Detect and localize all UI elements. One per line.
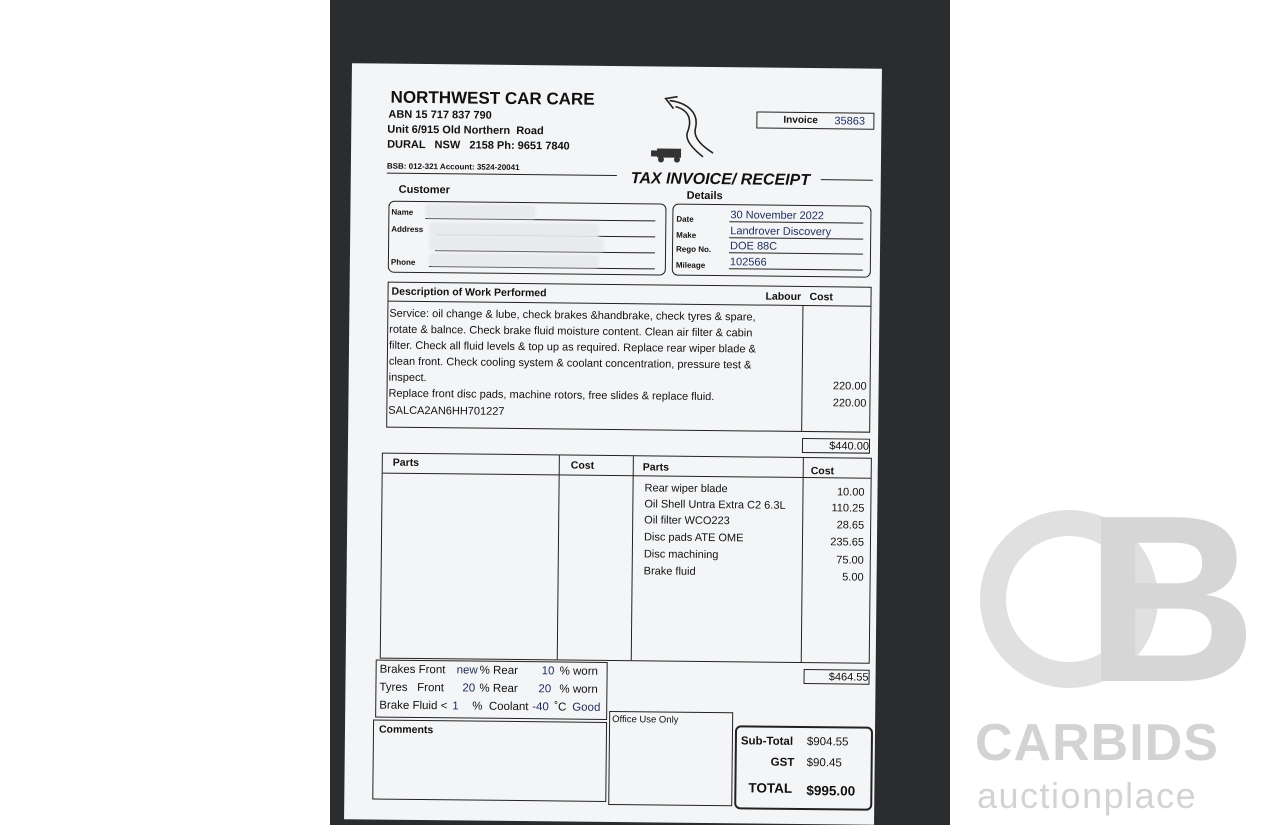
part-cost-5: 75.00 [836,554,864,567]
coolant-value: -40 [532,701,549,714]
part-cost-6: 5.00 [842,571,864,584]
brakes-label: Brakes Front [379,663,446,677]
address-label: Address [391,224,424,235]
tyres-rear-value: 20 [538,683,552,696]
redacted-address-2 [429,236,604,252]
parts-header-rule [383,473,871,479]
invoice-label: Invoice [783,114,818,127]
parts-divider-1 [557,455,560,659]
work-line-6: Replace front disc pads, machine rotors, free slides & replace fluid. [388,387,715,404]
mileage-value: 102566 [729,256,767,269]
redacted-name [425,204,535,219]
watermark-subtitle: auctionplace [977,775,1198,816]
work-line-4: clean front. Check cooling system & coolant concentration, pressure test & [388,355,752,372]
bank-details: BSB: 012-321 Account: 3524-20041 [386,161,520,173]
total-value: $995.00 [806,783,856,799]
total-label: TOTAL [748,780,793,796]
labour-total-box [802,438,870,454]
subtotal-label: Sub-Total [740,735,794,748]
part-cost-2: 110.25 [831,502,865,515]
labour-cost-label: Cost [809,291,833,304]
make-value: Landrover Discovery [730,225,832,239]
parts-total-box [803,669,869,685]
coolant-label: % Coolant [472,700,529,714]
rego-line [729,252,863,254]
brake-fluid-value: 1 [452,700,459,713]
part-name-6: Brake fluid [643,565,696,578]
parts-divider-2 [631,456,634,660]
work-cost-divider [801,305,803,431]
mileage-label: Mileage [675,260,706,270]
watermark-title: CARBIDS [975,714,1219,772]
gst-value: $90.45 [806,757,842,770]
make-label: Make [676,230,697,240]
date-line [729,221,863,223]
make-line [729,237,863,239]
date-label: Date [676,214,694,224]
name-line [425,218,655,221]
customer-heading: Customer [398,183,451,197]
work-line-1: Service: oil change & lube, check brakes &handbrake, check tyres & spare, [389,307,756,324]
parts-right-heading: Parts [642,461,670,474]
brake-fluid-label: Brake Fluid < [379,699,448,713]
details-box [672,204,872,278]
tyres-label: Tyres Front [379,681,445,695]
customer-box [388,201,667,276]
business-name: NORTHWEST CAR CARE [390,87,595,109]
part-name-3: Oil filter WCO223 [644,514,730,528]
coolant-unit: ˚C [554,701,567,714]
office-use-label: Office Use Only [612,714,679,726]
parts-right-cost-heading: Cost [810,465,835,478]
work-line-3: filter. Check all fluid levels & top up as required. Replace rear wiper blade & [388,339,756,356]
tow-truck-logo-icon [647,92,720,165]
brakes-worn-label: % worn [559,665,599,678]
redacted-phone [429,253,599,268]
office-use-box [608,711,733,806]
part-name-5: Disc machining [643,548,719,562]
title-rule [821,179,873,181]
part-cost-1: 10.00 [836,486,865,499]
tyres-rear-label: % Rear [479,682,518,696]
totals-box [734,725,873,810]
work-heading: Description of Work Performed [391,285,547,300]
brakes-rear-label: % Rear [479,664,519,678]
phone-label: Phone [390,257,416,267]
part-cost-4: 235.65 [830,536,865,549]
parts-left-heading: Parts [392,456,420,469]
labour-total: $440.00 [829,440,870,453]
document-title: TAX INVOICE/ RECEIPT [630,170,811,190]
carbids-watermark [975,467,1260,825]
mileage-line [729,268,863,270]
coolant-status: Good [572,701,601,714]
invoice-paper [344,63,882,825]
work-line-7: SALCA2AN6HH701227 [388,404,505,418]
part-name-4: Disc pads ATE OME [643,531,744,545]
work-line-2: rotate & balnce. Check brake fluid moisture content. Clean air filter & cabin [389,323,753,340]
details-heading: Details [686,189,723,203]
bank-underline [387,173,617,176]
name-label: Name [391,207,414,217]
work-line-5: inspect. [388,371,427,385]
invoice-number-box [756,111,874,129]
invoice-number: 35863 [834,115,866,128]
work-cost-2: 220.00 [832,397,867,410]
part-name-1: Rear wiper blade [644,482,728,496]
date-value: 30 November 2022 [730,209,825,223]
comments-label: Comments [378,723,434,737]
business-abn: ABN 15 717 837 790 [388,108,492,122]
part-name-2: Oil Shell Untra Extra C2 6.3L [644,498,786,512]
tyres-front-value: 20 [462,682,476,695]
work-cost-1: 220.00 [832,380,867,393]
checks-box [375,660,608,720]
brakes-front-value: new [456,664,478,677]
subtotal-value: $904.55 [806,736,849,749]
rego-label: Rego No. [675,244,712,255]
labour-label: Labour [765,290,802,303]
brakes-rear-value: 10 [541,665,555,678]
rego-value: DOE 88C [730,240,778,253]
carbids-b-logo: B [1085,467,1257,732]
parts-total: $464.55 [828,671,869,684]
part-cost-3: 28.65 [836,519,865,532]
business-address: Unit 6/915 Old Northern Road [387,123,544,138]
comments-box [372,720,607,802]
business-city-phone: DURAL NSW 2158 Ph: 9651 7840 [387,138,570,153]
tyres-worn-label: % worn [559,683,598,696]
parts-left-cost-heading: Cost [570,459,595,472]
parts-table [380,453,872,664]
gst-label: GST [770,756,795,769]
